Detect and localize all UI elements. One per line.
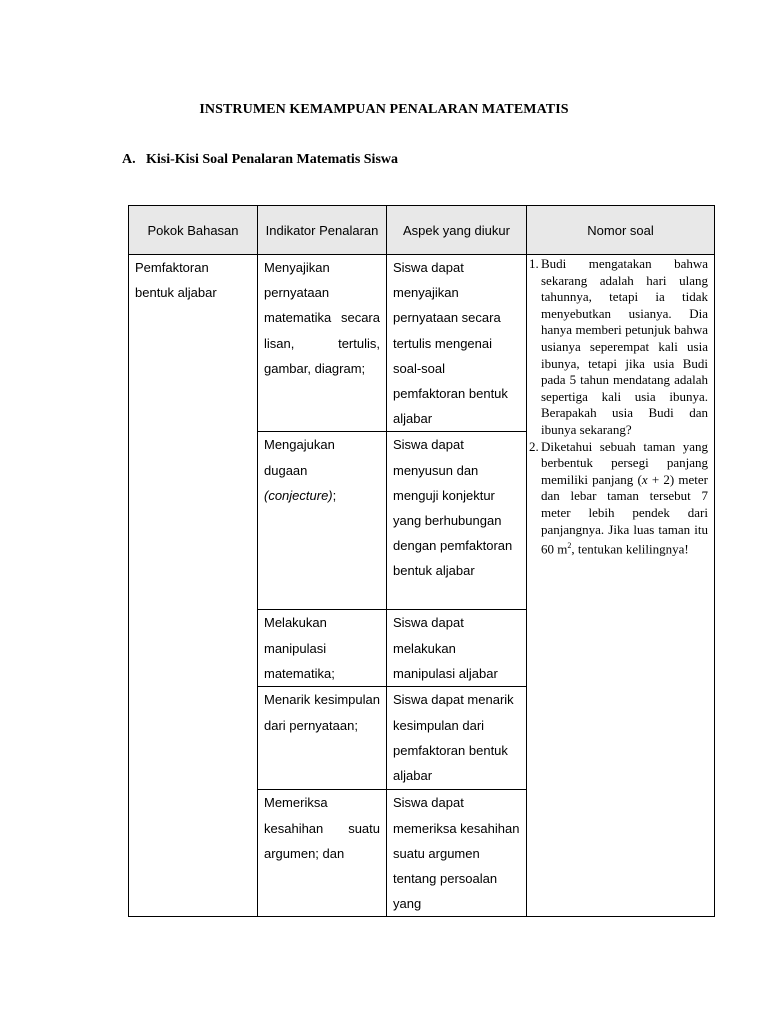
indikator-cell: Menyajikan pernyataan matematika secara lisan, tertulis, gambar, diagram; — [258, 255, 387, 432]
indikator-cell: Melakukan manipulasi matematika; — [258, 610, 387, 687]
pokok-bahasan-cell: Pemfaktoran bentuk aljabar — [129, 255, 258, 917]
indikator-cell — [258, 432, 387, 610]
indikator-text: ; — [332, 487, 337, 503]
question-text-part: Diketahui sebuah taman yang berbentuk persegi panjang memiliki panjang ( — [541, 438, 708, 487]
question-text — [541, 439, 708, 558]
aspek-cell: Siswa dapat memeriksa kesahihan suatu argumen tentang persoalan yang — [387, 790, 527, 917]
indikator-cell: Menarik kesimpulan dari pernyataan; — [258, 687, 387, 790]
aspek-cell: Siswa dapat menyajikan pernyataan secara tertulis mengenai soal-soal pemfaktoran bentuk aljabar — [387, 255, 527, 432]
superscript: 2 — [567, 541, 572, 551]
question-text-part: , tentukan kelilingnya! — [571, 541, 689, 557]
nomor-soal-cell — [527, 255, 715, 917]
header-aspek-diukur: Aspek yang diukur — [387, 206, 527, 255]
question-text: Budi mengatakan bahwa sekarang adalah hari ulang tahunnya, tetapi ia tidak menyebutkan usianya. Dia hanya memberi petunjuk bahwa usianya seperempat kali usia ibunya, tetapi jika usia Budi pada 5 tahun mendatang adalah sepertiga kali usia ibunya. Berapakah usia Budi dan ibunya sekarang? — [541, 256, 708, 437]
question-number: 2. — [529, 438, 539, 454]
question-number: 1. — [529, 256, 539, 271]
header-indikator-penalaran — [258, 206, 387, 255]
aspek-cell: Siswa dapat melakukan manipulasi aljabar — [387, 610, 527, 687]
list-item — [529, 256, 708, 439]
indikator-text: Mengajukan dugaan — [264, 437, 335, 478]
question-text-part: + 2) meter dan lebar taman tersebut 7 meter lebih pendek dari panjangnya. Jika luas taman itu 60 m — [541, 471, 708, 557]
header-indikator-label: Indikator Penalaran — [265, 222, 379, 238]
table-row — [129, 255, 715, 432]
kisi-kisi-table — [128, 205, 715, 917]
indikator-cell: Memeriksa kesahihan suatu argumen; dan — [258, 790, 387, 917]
header-nomor-soal: Nomor soal — [527, 206, 715, 255]
aspek-cell: Siswa dapat menarik kesimpulan dari pemfaktoran bentuk aljabar — [387, 687, 527, 790]
variable-x: x — [641, 471, 648, 487]
section-heading — [122, 152, 398, 168]
list-item — [529, 439, 708, 558]
section-number: A. — [122, 152, 136, 167]
header-pokok-bahasan: Pokok Bahasan — [129, 206, 258, 255]
aspek-cell: Siswa dapat menyusun dan menguji konjektur yang berhubungan dengan pemfaktoran bentuk aljabar — [387, 432, 527, 610]
section-title: Kisi-Kisi Soal Penalaran Matematis Siswa — [146, 152, 398, 167]
question-list — [529, 256, 708, 558]
table-header-row — [129, 206, 715, 255]
indikator-text-italic: (conjecture) — [264, 487, 333, 503]
document-title: INSTRUMEN KEMAMPUAN PENALARAN MATEMATIS — [199, 102, 569, 117]
